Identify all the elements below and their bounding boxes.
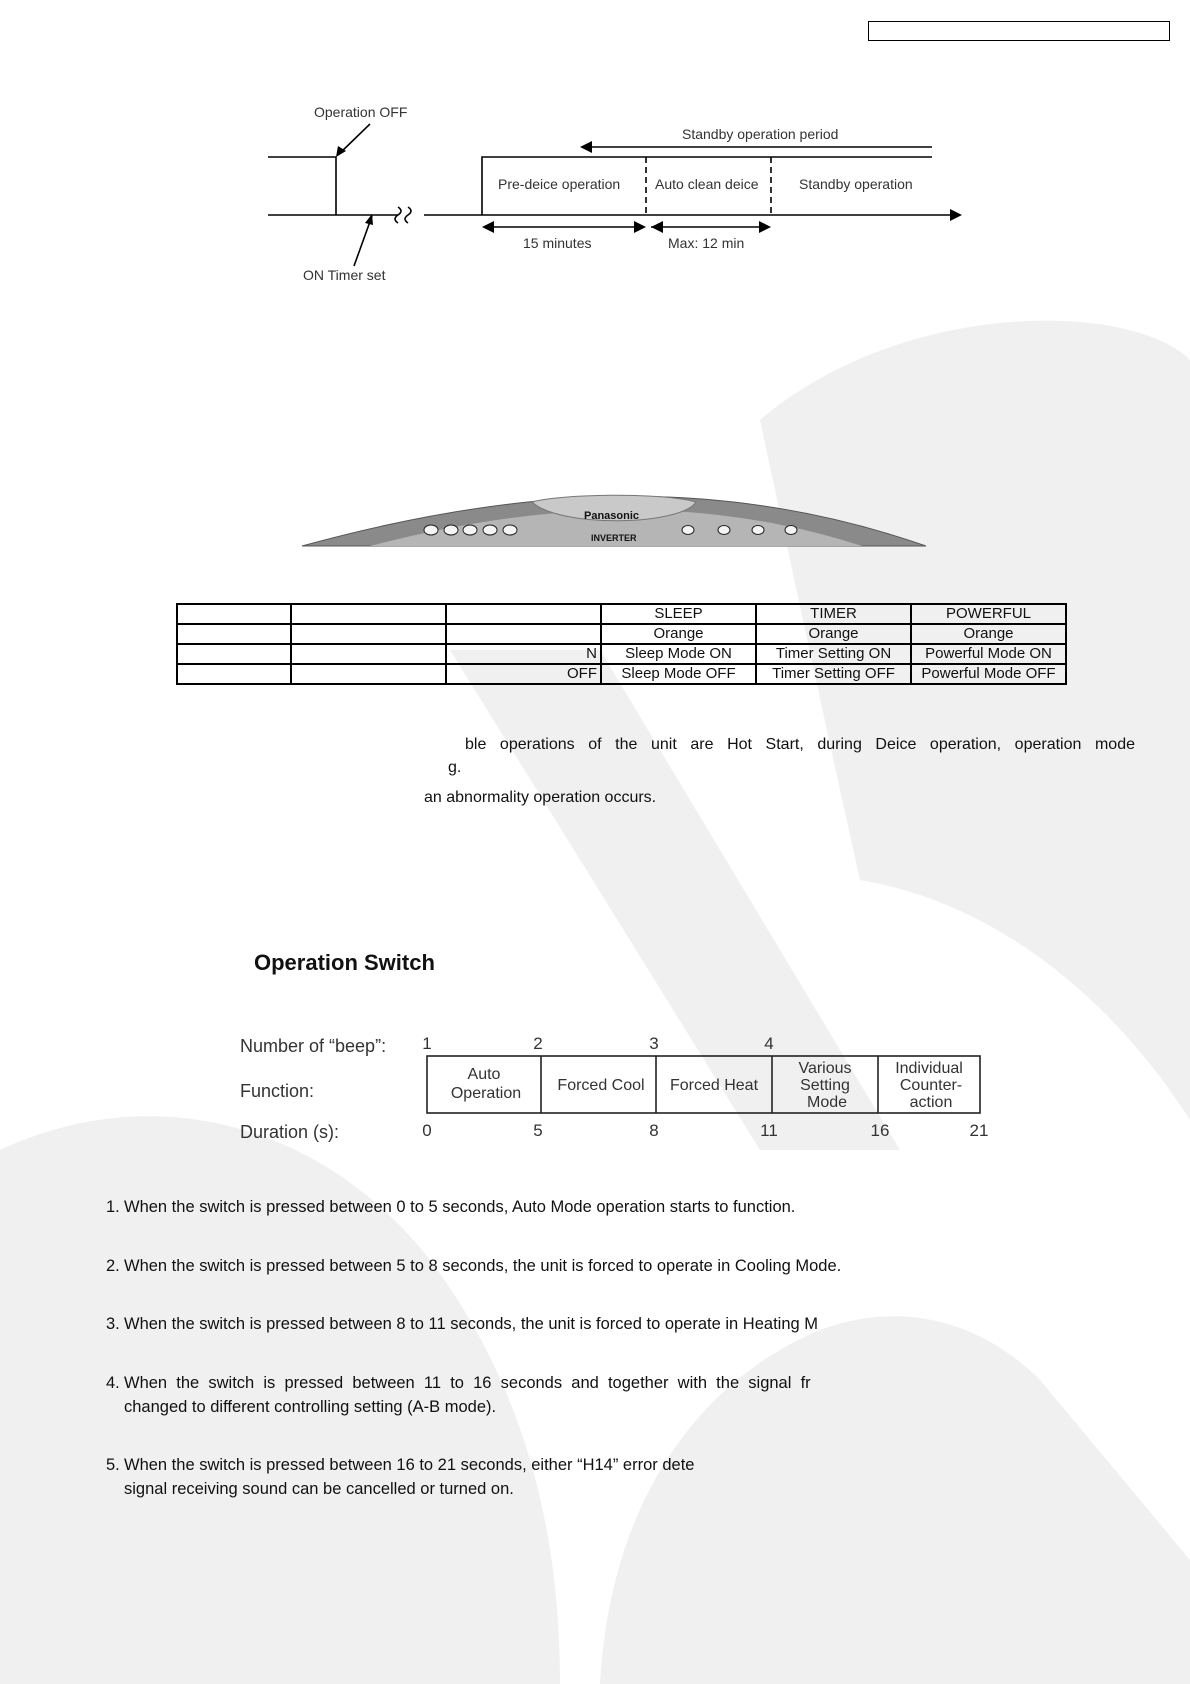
- function-individual-line2: Counter-: [899, 1077, 963, 1094]
- list-item: 3. When the switch is pressed between 8 to 11 seconds, the unit is forced to operate in Heating M: [106, 1315, 818, 1333]
- beep-1: 1: [422, 1034, 432, 1053]
- function-individual-line3: action: [909, 1094, 953, 1111]
- function-individual-line1: Individual: [895, 1060, 963, 1077]
- table-cell: Orange: [756, 624, 911, 644]
- function-forced-cool: Forced Cool: [557, 1077, 645, 1094]
- table-cell: Orange: [911, 624, 1066, 644]
- beep-2: 2: [533, 1034, 543, 1053]
- list-item: 5. When the switch is pressed between 16 to 21 seconds, either “H14” error dete signal receiving sound can be cancelled or turned on.: [106, 1456, 695, 1498]
- table-cell: Timer Setting ON: [756, 644, 911, 664]
- table-cell: Timer Setting OFF: [756, 664, 911, 684]
- list-item: 4. When the switch is pressed between 11 to 16 seconds and together with the signal fr changed to different controlling setting (A-B mode).: [106, 1374, 811, 1416]
- table-cell: Powerful Mode OFF: [911, 664, 1066, 684]
- label-operation-off: Operation OFF: [314, 104, 408, 120]
- table-cell: OFF: [446, 664, 601, 684]
- table-cell: Powerful Mode ON: [911, 644, 1066, 664]
- panel-brand: Panasonic: [584, 510, 640, 522]
- label-pre-deice: Pre-deice operation: [498, 176, 621, 192]
- table-cell: SLEEP: [601, 604, 756, 624]
- label-auto-clean: Auto clean deice: [655, 176, 759, 192]
- note-line-1b: g.: [448, 759, 462, 776]
- duration-5: 5: [533, 1121, 543, 1140]
- section-title: Operation Switch: [254, 950, 435, 975]
- label-max-12: Max: 12 min: [668, 235, 745, 251]
- table-cell: POWERFUL: [911, 604, 1066, 624]
- table-cell: N: [446, 644, 601, 664]
- duration-8: 8: [649, 1121, 659, 1140]
- duration-0: 0: [422, 1121, 432, 1140]
- beep-4: 4: [764, 1034, 774, 1053]
- duration-21: 21: [969, 1121, 989, 1140]
- note-line-2: an abnormality operation occurs.: [424, 789, 657, 806]
- duration-11: 11: [760, 1121, 778, 1140]
- function-label: Function:: [240, 1081, 315, 1101]
- label-standby-op: Standby operation: [799, 176, 913, 192]
- table-cell: TIMER: [756, 604, 911, 624]
- function-auto-line1: Auto: [467, 1066, 501, 1083]
- function-various-line1: Various: [798, 1060, 852, 1077]
- list-item: 1. When the switch is pressed between 0 to 5 seconds, Auto Mode operation starts to function.: [106, 1198, 796, 1216]
- table-cell: Sleep Mode ON: [601, 644, 756, 664]
- beep-3: 3: [649, 1034, 659, 1053]
- table-cell: Sleep Mode OFF: [601, 664, 756, 684]
- duration-label: Duration (s):: [240, 1122, 340, 1142]
- function-various-line2: Setting: [800, 1077, 850, 1094]
- list-item: 2. When the switch is pressed between 5 to 8 seconds, the unit is forced to operate in Cooling Mode.: [106, 1257, 842, 1275]
- label-15-minutes: 15 minutes: [523, 235, 592, 251]
- function-forced-heat: Forced Heat: [669, 1077, 759, 1094]
- label-on-timer: ON Timer set: [303, 267, 386, 283]
- function-auto-line2: Operation: [450, 1085, 522, 1102]
- note-line-1: ble operations of the unit are Hot Start, during Deice operation, operation mode: [465, 736, 1135, 753]
- panel-inverter: INVERTER: [591, 533, 637, 543]
- function-various-line3: Mode: [806, 1094, 848, 1111]
- beep-label: Number of “beep”:: [240, 1036, 387, 1056]
- table-cell: Orange: [601, 624, 756, 644]
- label-standby-period: Standby operation period: [682, 126, 839, 142]
- duration-16: 16: [870, 1121, 890, 1140]
